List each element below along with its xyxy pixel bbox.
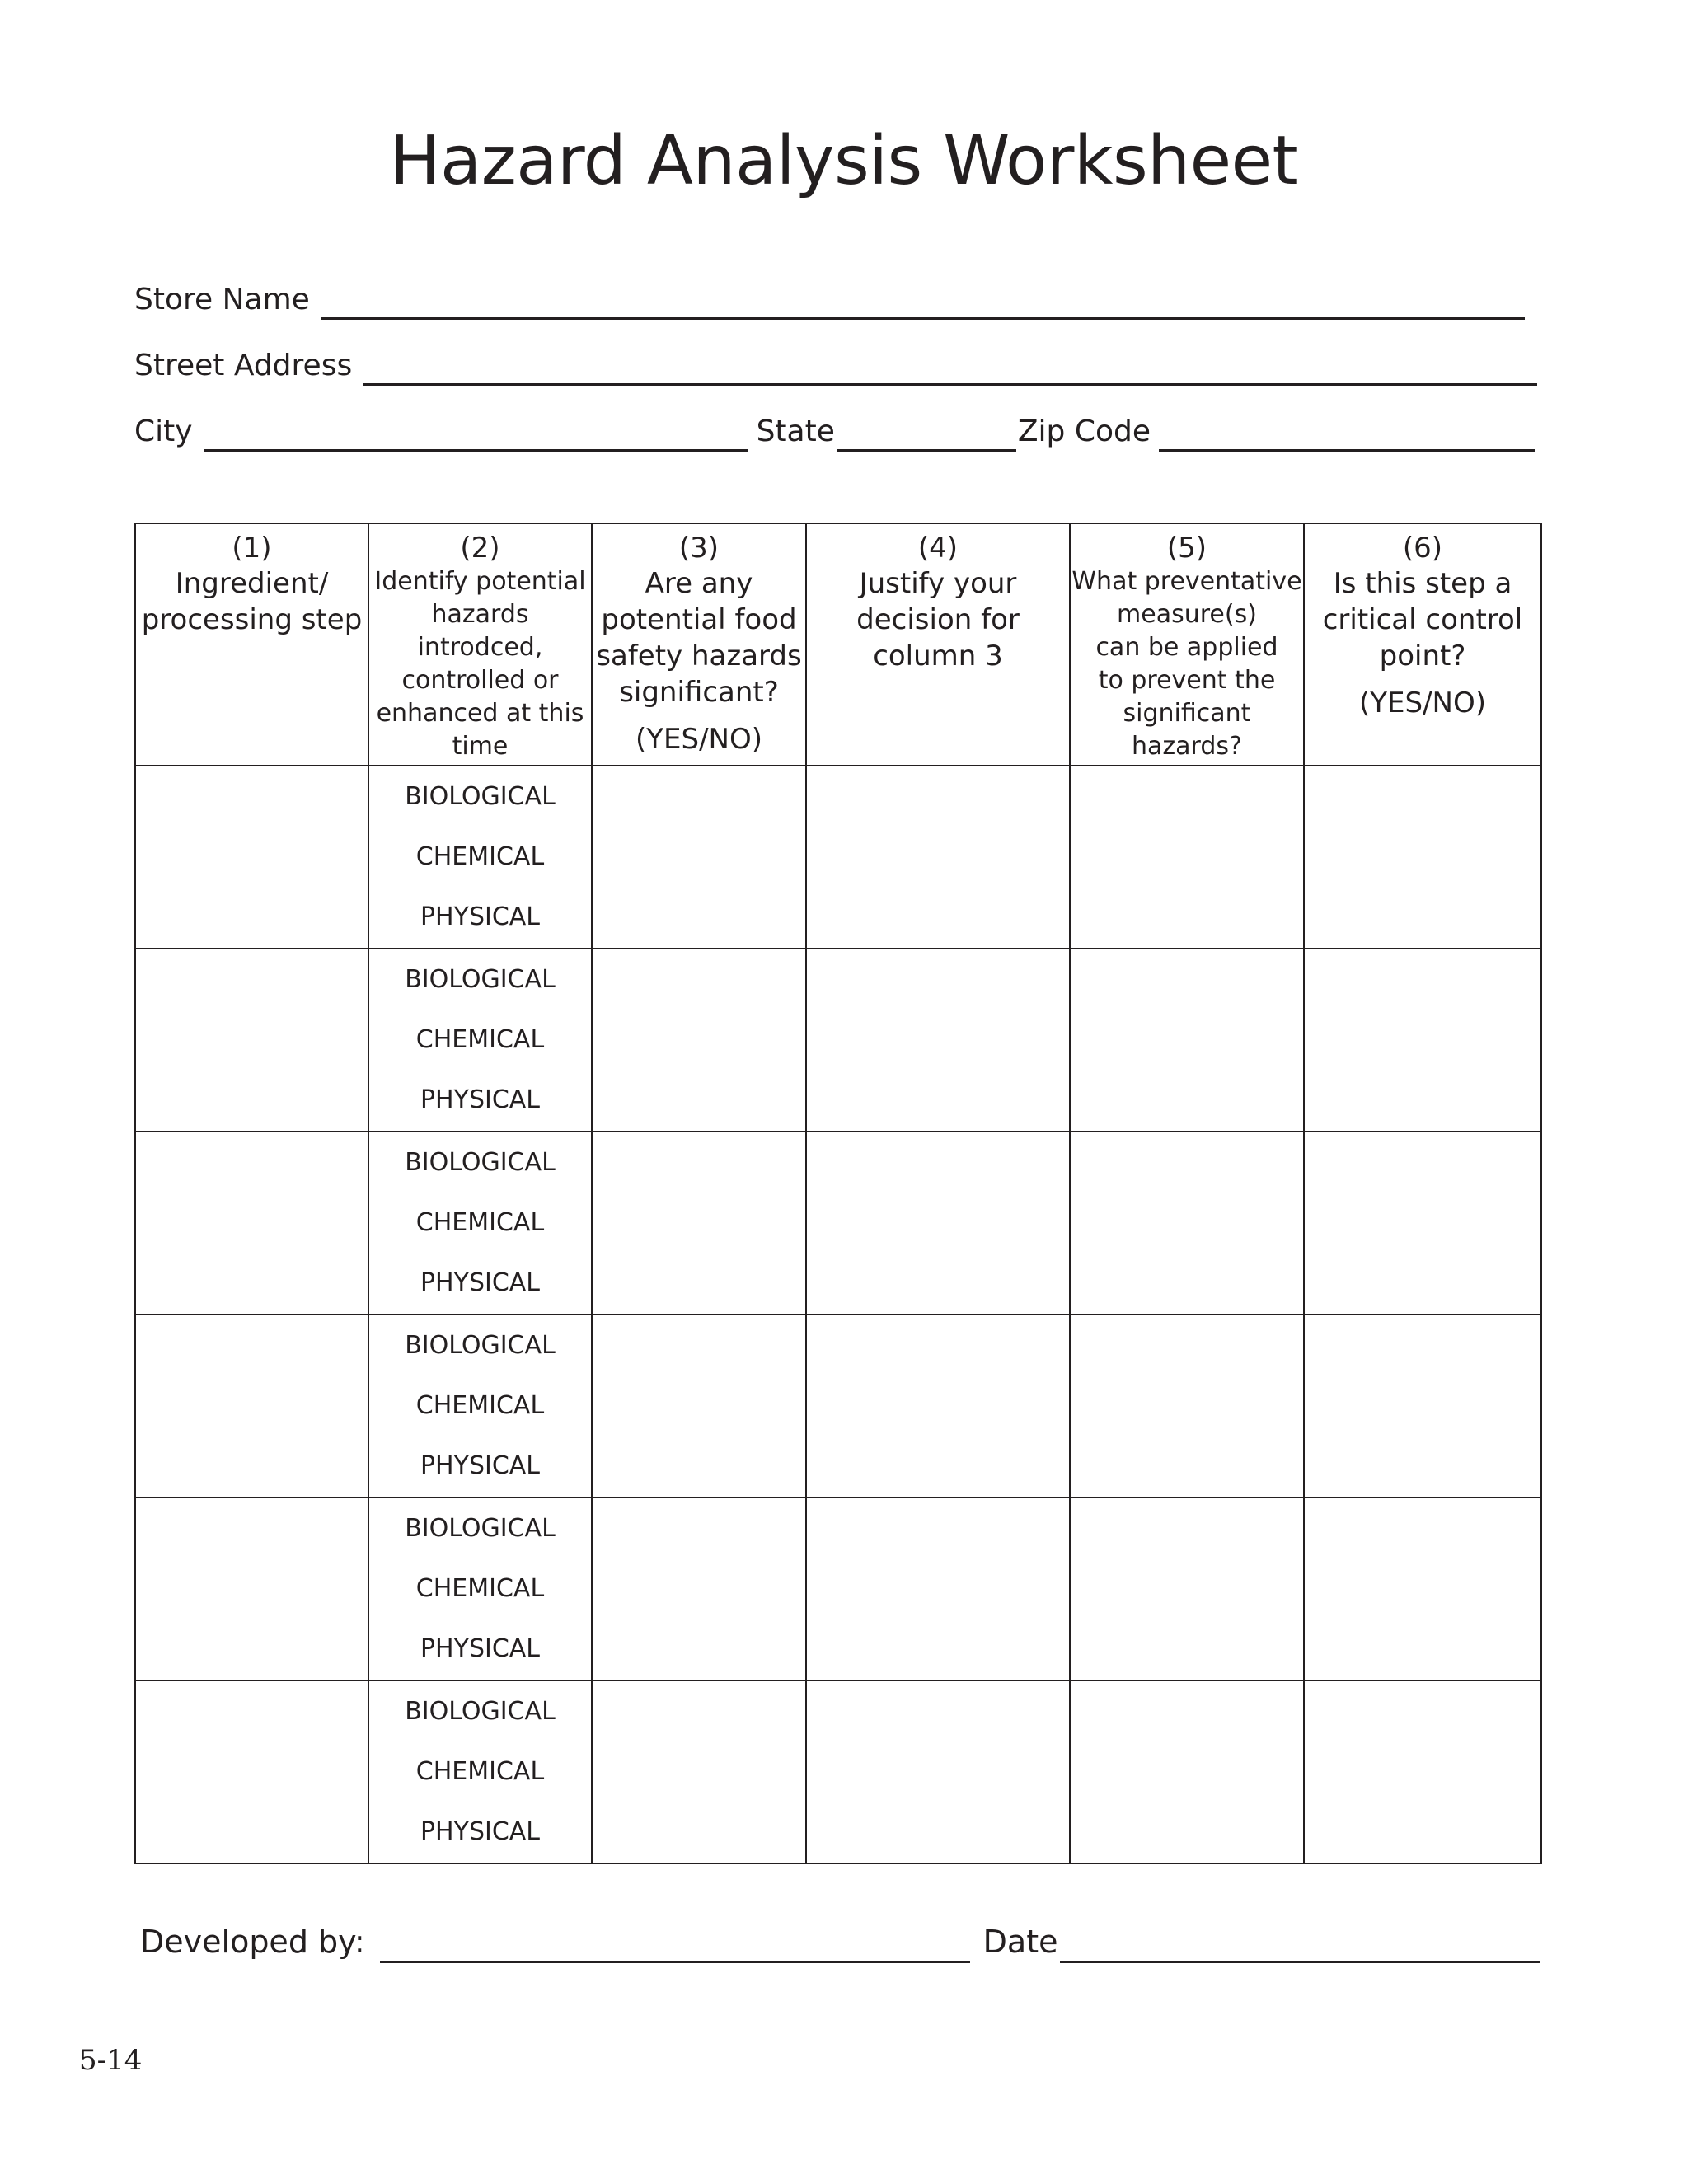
column-header-text: enhanced at this xyxy=(376,699,584,728)
hazard-type-label: CHEMICAL xyxy=(415,842,545,871)
city-state-zip-row xyxy=(134,402,1535,452)
hazard-type-label: PHYSICAL xyxy=(420,1451,541,1480)
hazard-types-cell[interactable] xyxy=(368,1132,592,1315)
table-cell-col1[interactable] xyxy=(135,949,368,1132)
state-field[interactable] xyxy=(837,408,1016,452)
hazard-type-label: CHEMICAL xyxy=(415,1391,545,1420)
table-cell-col6[interactable] xyxy=(1304,1497,1541,1680)
hazard-type-label: PHYSICAL xyxy=(420,1634,541,1663)
developed-by-row xyxy=(140,1914,1540,1963)
hazard-type-label: CHEMICAL xyxy=(415,1757,545,1786)
table-cell-col5[interactable] xyxy=(1070,949,1304,1132)
table-cell-col3[interactable] xyxy=(592,1680,806,1863)
column-header-text: significant? xyxy=(619,676,779,709)
table-cell-col6[interactable] xyxy=(1304,1132,1541,1315)
column-header-text: column 3 xyxy=(873,640,1003,673)
city-field[interactable] xyxy=(204,408,748,452)
column-header-5 xyxy=(1070,523,1304,766)
table-row xyxy=(135,766,1541,949)
column-header-text: to prevent the xyxy=(1098,666,1276,695)
hazard-type-label: CHEMICAL xyxy=(415,1208,545,1237)
table-cell-col6[interactable] xyxy=(1304,1315,1541,1497)
page-number: 5-14 xyxy=(79,2044,143,2077)
hazard-type-label: BIOLOGICAL xyxy=(405,1331,556,1360)
column-header-text: Is this step a xyxy=(1333,567,1512,600)
table-cell-col5[interactable] xyxy=(1070,1315,1304,1497)
column-header-text: Justify your xyxy=(859,567,1017,600)
column-number: (4) xyxy=(917,532,959,565)
column-header-text: potential food xyxy=(601,603,797,636)
city-label: City xyxy=(134,415,193,448)
developed-by-label: Developed by: xyxy=(140,1924,365,1960)
hazard-type-label: CHEMICAL xyxy=(415,1574,545,1603)
column-header-text: introdced, xyxy=(417,633,543,662)
column-header-text: Ingredient/ xyxy=(175,567,329,600)
hazard-type-label: BIOLOGICAL xyxy=(405,1697,556,1726)
table-row xyxy=(135,1680,1541,1863)
hazard-types-cell[interactable] xyxy=(368,1497,592,1680)
table-cell-col4[interactable] xyxy=(806,949,1070,1132)
column-number: (5) xyxy=(1166,532,1207,565)
table-cell-col4[interactable] xyxy=(806,1497,1070,1680)
table-cell-col5[interactable] xyxy=(1070,1497,1304,1680)
column-header-text: critical control xyxy=(1322,603,1523,636)
table-header-row xyxy=(135,523,1541,766)
store-name-label: Store Name xyxy=(134,283,310,316)
table-cell-col4[interactable] xyxy=(806,1132,1070,1315)
table-cell-col4[interactable] xyxy=(806,1680,1070,1863)
yes-no-hint: (YES/NO) xyxy=(635,723,762,756)
table-cell-col5[interactable] xyxy=(1070,1132,1304,1315)
table-row xyxy=(135,1132,1541,1315)
hazard-type-label: BIOLOGICAL xyxy=(405,965,556,994)
date-field[interactable] xyxy=(1060,1919,1540,1963)
column-header-text: measure(s) xyxy=(1117,600,1257,629)
column-header-text: can be applied xyxy=(1095,633,1278,662)
street-address-label: Street Address xyxy=(134,349,353,382)
table-cell-col3[interactable] xyxy=(592,1497,806,1680)
table-cell-col4[interactable] xyxy=(806,766,1070,949)
hazard-analysis-table xyxy=(134,523,1542,1864)
column-header-3 xyxy=(592,523,806,766)
column-header-text: significant xyxy=(1123,699,1251,728)
table-cell-col1[interactable] xyxy=(135,1680,368,1863)
table-cell-col1[interactable] xyxy=(135,1132,368,1315)
date-label: Date xyxy=(982,1924,1058,1960)
table-cell-col1[interactable] xyxy=(135,766,368,949)
column-header-text: point? xyxy=(1379,640,1466,673)
hazard-types-cell[interactable] xyxy=(368,1680,592,1863)
column-header-text: Identify potential xyxy=(374,567,586,596)
column-header-text: time xyxy=(452,732,509,761)
table-cell-col5[interactable] xyxy=(1070,1680,1304,1863)
column-number: (2) xyxy=(460,532,500,565)
table-cell-col6[interactable] xyxy=(1304,949,1541,1132)
hazard-type-label: PHYSICAL xyxy=(420,1817,541,1846)
column-header-6 xyxy=(1304,523,1541,766)
table-cell-col3[interactable] xyxy=(592,1315,806,1497)
zip-code-label: Zip Code xyxy=(1017,415,1151,448)
state-label: State xyxy=(756,415,835,448)
page-title: Hazard Analysis Worksheet xyxy=(389,122,1299,200)
hazard-types-cell[interactable] xyxy=(368,1315,592,1497)
table-cell-col3[interactable] xyxy=(592,766,806,949)
table-row xyxy=(135,1497,1541,1680)
hazard-types-cell[interactable] xyxy=(368,949,592,1132)
column-header-text: hazards? xyxy=(1132,732,1242,761)
table-cell-col6[interactable] xyxy=(1304,1680,1541,1863)
hazard-type-label: CHEMICAL xyxy=(415,1025,545,1054)
hazard-type-label: BIOLOGICAL xyxy=(405,782,556,811)
column-header-4 xyxy=(806,523,1070,766)
table-cell-col3[interactable] xyxy=(592,1132,806,1315)
table-cell-col3[interactable] xyxy=(592,949,806,1132)
table-row xyxy=(135,1315,1541,1497)
column-header-text: Are any xyxy=(645,567,753,600)
column-header-text: safety hazards xyxy=(596,640,802,673)
hazard-type-label: PHYSICAL xyxy=(420,902,541,931)
column-header-text: decision for xyxy=(856,603,1020,636)
column-number: (1) xyxy=(232,532,272,565)
developed-by-field[interactable] xyxy=(380,1919,970,1963)
table-cell-col5[interactable] xyxy=(1070,766,1304,949)
hazard-type-label: BIOLOGICAL xyxy=(405,1148,556,1177)
column-header-2 xyxy=(368,523,592,766)
hazard-type-label: PHYSICAL xyxy=(420,1268,541,1297)
column-header-text: controlled or xyxy=(401,666,559,695)
table-cell-col1[interactable] xyxy=(135,1315,368,1497)
store-name-row xyxy=(134,270,1525,320)
table-cell-col4[interactable] xyxy=(806,1315,1070,1497)
hazard-type-label: PHYSICAL xyxy=(420,1085,541,1114)
column-header-1 xyxy=(135,523,368,766)
column-number: (6) xyxy=(1402,532,1443,565)
column-header-text: hazards xyxy=(431,600,529,629)
column-header-text: What preventative xyxy=(1071,567,1302,596)
table-row xyxy=(135,949,1541,1132)
street-address-field[interactable] xyxy=(363,342,1537,386)
table-cell-col6[interactable] xyxy=(1304,766,1541,949)
table-cell-col1[interactable] xyxy=(135,1497,368,1680)
store-name-field[interactable] xyxy=(321,276,1525,320)
street-address-row xyxy=(134,336,1537,386)
column-header-text: processing step xyxy=(141,603,363,636)
hazard-type-label: BIOLOGICAL xyxy=(405,1514,556,1543)
yes-no-hint: (YES/NO) xyxy=(1358,687,1486,719)
hazard-types-cell[interactable] xyxy=(368,766,592,949)
zip-code-field[interactable] xyxy=(1159,408,1535,452)
column-number: (3) xyxy=(678,532,720,565)
